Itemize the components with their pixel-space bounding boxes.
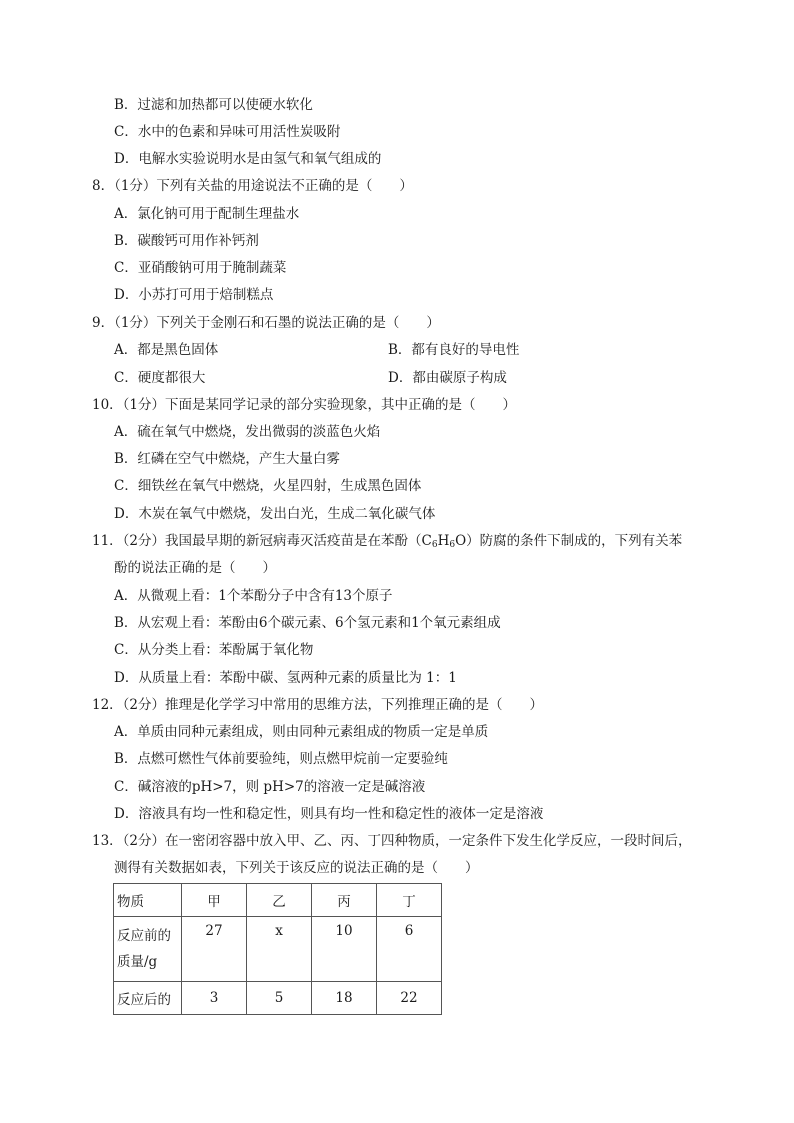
table-cell: 22 <box>377 982 442 1015</box>
table-cell: 27 <box>182 917 247 982</box>
q8-option-b: B．碳酸钙可用作补钙剂 <box>114 233 259 249</box>
q9-option-b: B．都有良好的导电性 <box>388 342 520 358</box>
q12-option-b: B．点燃可燃性气体前要验纯，则点燃甲烷前一定要验纯 <box>114 751 448 767</box>
table-cell: 18 <box>312 982 377 1015</box>
row-label-line1: 反应前的 <box>117 928 171 944</box>
table-header-cell: 甲 <box>182 884 247 917</box>
q11-sub-2: 6 <box>449 540 456 550</box>
q11-stem-line2: 酚的说法正确的是（ ） <box>114 560 276 576</box>
table-header-cell: 丁 <box>377 884 442 917</box>
q12-option-d: D．溶液具有均一性和稳定性，则具有均一性和稳定性的液体一定是溶液 <box>114 806 544 822</box>
table-cell: 5 <box>247 982 312 1015</box>
table-cell: 3 <box>182 982 247 1015</box>
q10-stem: 10．（1分）下面是某同学记录的部分实验现象，其中正确的是（ ） <box>92 397 517 413</box>
q10-option-a: A．硫在氧气中燃烧，发出微弱的淡蓝色火焰 <box>114 424 381 440</box>
q10-option-c: C．细铁丝在氧气中燃烧，火星四射，生成黑色固体 <box>114 478 422 494</box>
table-header-cell: 乙 <box>247 884 312 917</box>
table-cell: x <box>247 917 312 982</box>
q13-stem-line2: 测得有关数据如表，下列关于该反应的说法正确的是（ ） <box>114 860 479 876</box>
q12-option-c: C．碱溶液的pH>7，则 pH>7的溶液一定是碱溶液 <box>114 779 426 795</box>
table-header-row <box>114 884 442 917</box>
table-cell: 10 <box>312 917 377 982</box>
q9-option-c: C．硬度都很大 <box>114 370 206 386</box>
q12-option-a: A．单质由同种元素组成，则由同种元素组成的物质一定是单质 <box>114 724 489 740</box>
q11-option-c: C．从分类上看：苯酚属于氧化物 <box>114 642 314 658</box>
table-header-cell: 丙 <box>312 884 377 917</box>
table-cell: 6 <box>377 917 442 982</box>
table-row <box>114 917 442 982</box>
q11-sub-1: 6 <box>431 540 438 550</box>
q11-option-b: B．从宏观上看：苯酚由6个碳元素、6个氢元素和1个氧元素组成 <box>114 615 501 631</box>
q11-stem-part1: 11．（2分）我国最早期的新冠病毒灭活疫苗是在苯酚（C <box>92 533 432 549</box>
q10-option-d: D．木炭在氧气中燃烧，发出白光，生成二氧化碳气体 <box>114 506 436 522</box>
q7-option-c: C．水中的色素和异味可用活性炭吸附 <box>114 124 341 140</box>
q7-option-b: B．过滤和加热都可以使硬水软化 <box>114 97 313 113</box>
q11-stem-part3: O）防腐的条件下制成的，下列有关苯 <box>455 533 683 549</box>
q9-option-d: D．都由碳原子构成 <box>388 370 507 386</box>
q8-option-c: C．亚硝酸钠可用于腌制蔬菜 <box>114 260 287 276</box>
q11-option-a: A．从微观上看：1个苯酚分子中含有13个原子 <box>114 588 393 604</box>
q11-stem <box>92 531 682 555</box>
q8-option-a: A．氯化钠可用于配制生理盐水 <box>114 206 300 222</box>
table-row-label <box>114 917 182 982</box>
q8-stem: 8．（1分）下列有关盐的用途说法不正确的是（ ） <box>92 178 413 194</box>
q11-stem-part2: H <box>437 533 450 549</box>
q12-stem: 12．（2分）推理是化学学习中常用的思维方法，下列推理正确的是（ ） <box>92 697 544 713</box>
q8-option-d: D．小苏打可用于焙制糕点 <box>114 287 274 303</box>
q9-stem: 9．（1分）下列关于金刚石和石墨的说法正确的是（ ） <box>92 315 440 331</box>
q10-option-b: B．红磷在空气中燃烧，产生大量白雾 <box>114 451 340 467</box>
table-header-cell: 物质 <box>114 884 182 917</box>
table-row <box>114 982 442 1015</box>
q11-option-d: D．从质量上看：苯酚中碳、氢两种元素的质量比为 1：1 <box>114 670 457 686</box>
q7-option-d: D．电解水实验说明水是由氢气和氧气组成的 <box>114 151 382 167</box>
q13-stem: 13．（2分）在一密闭容器中放入甲、乙、丙、丁四种物质，一定条件下发生化学反应，一段时间后， <box>92 833 692 849</box>
q13-data-table <box>113 883 442 1015</box>
q9-option-a: A．都是黑色固体 <box>114 342 219 358</box>
row-label-line2: 质量/g <box>117 954 158 970</box>
table-row-label: 反应后的 <box>114 982 182 1015</box>
